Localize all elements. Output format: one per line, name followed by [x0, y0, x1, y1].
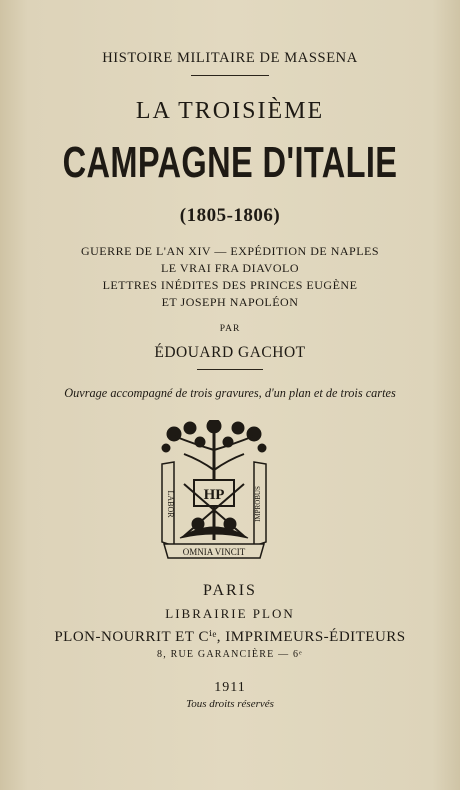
main-title: CAMPAGNE D'ITALIE: [62, 138, 398, 187]
mark-monogram: HP: [203, 487, 225, 503]
subtitle-line: LE VRAI FRA DIAVOLO: [160, 261, 300, 275]
subtitle-line: LETTRES INÉDITES DES PRINCES EUGÈNE: [102, 278, 358, 292]
par-label: PAR: [219, 324, 241, 334]
divider-rule: [191, 75, 269, 76]
publication-year: 1911: [214, 680, 246, 695]
subtitle-line: GUERRE DE L'AN XIV — EXPÉDITION DE NAPLES: [80, 244, 380, 258]
illustration-note: Ouvrage accompagné de trois gravures, d'un plan et de trois cartes: [64, 386, 396, 400]
librairie-name: LIBRAIRIE PLON: [165, 606, 295, 621]
publication-city: PARIS: [203, 582, 257, 599]
subtitle-line: ET JOSEPH NAPOLÉON: [161, 295, 299, 309]
printers-mark-emblem: [154, 420, 274, 560]
mark-motto-right: IMPROBUS: [254, 486, 262, 522]
series-title: HISTOIRE MILITAIRE DE MASSENA: [102, 50, 358, 66]
title-dates: (1805-1806): [179, 205, 281, 226]
publisher-address: 8, RUE GARANCIÈRE — 6ᵉ: [157, 649, 303, 660]
rights-notice: Tous droits réservés: [186, 698, 274, 710]
publisher-name: PLON-NOURRIT ET Cⁱᵉ, IMPRIMEURS-ÉDITEURS: [54, 629, 406, 645]
mark-motto-left: LABOR: [166, 490, 175, 518]
title-line-1: LA TROISIÈME: [135, 98, 325, 124]
mark-motto-bottom: OMNIA VINCIT: [182, 547, 246, 557]
divider-rule: [197, 369, 263, 370]
author-name: ÉDOUARD GACHOT: [154, 344, 306, 361]
